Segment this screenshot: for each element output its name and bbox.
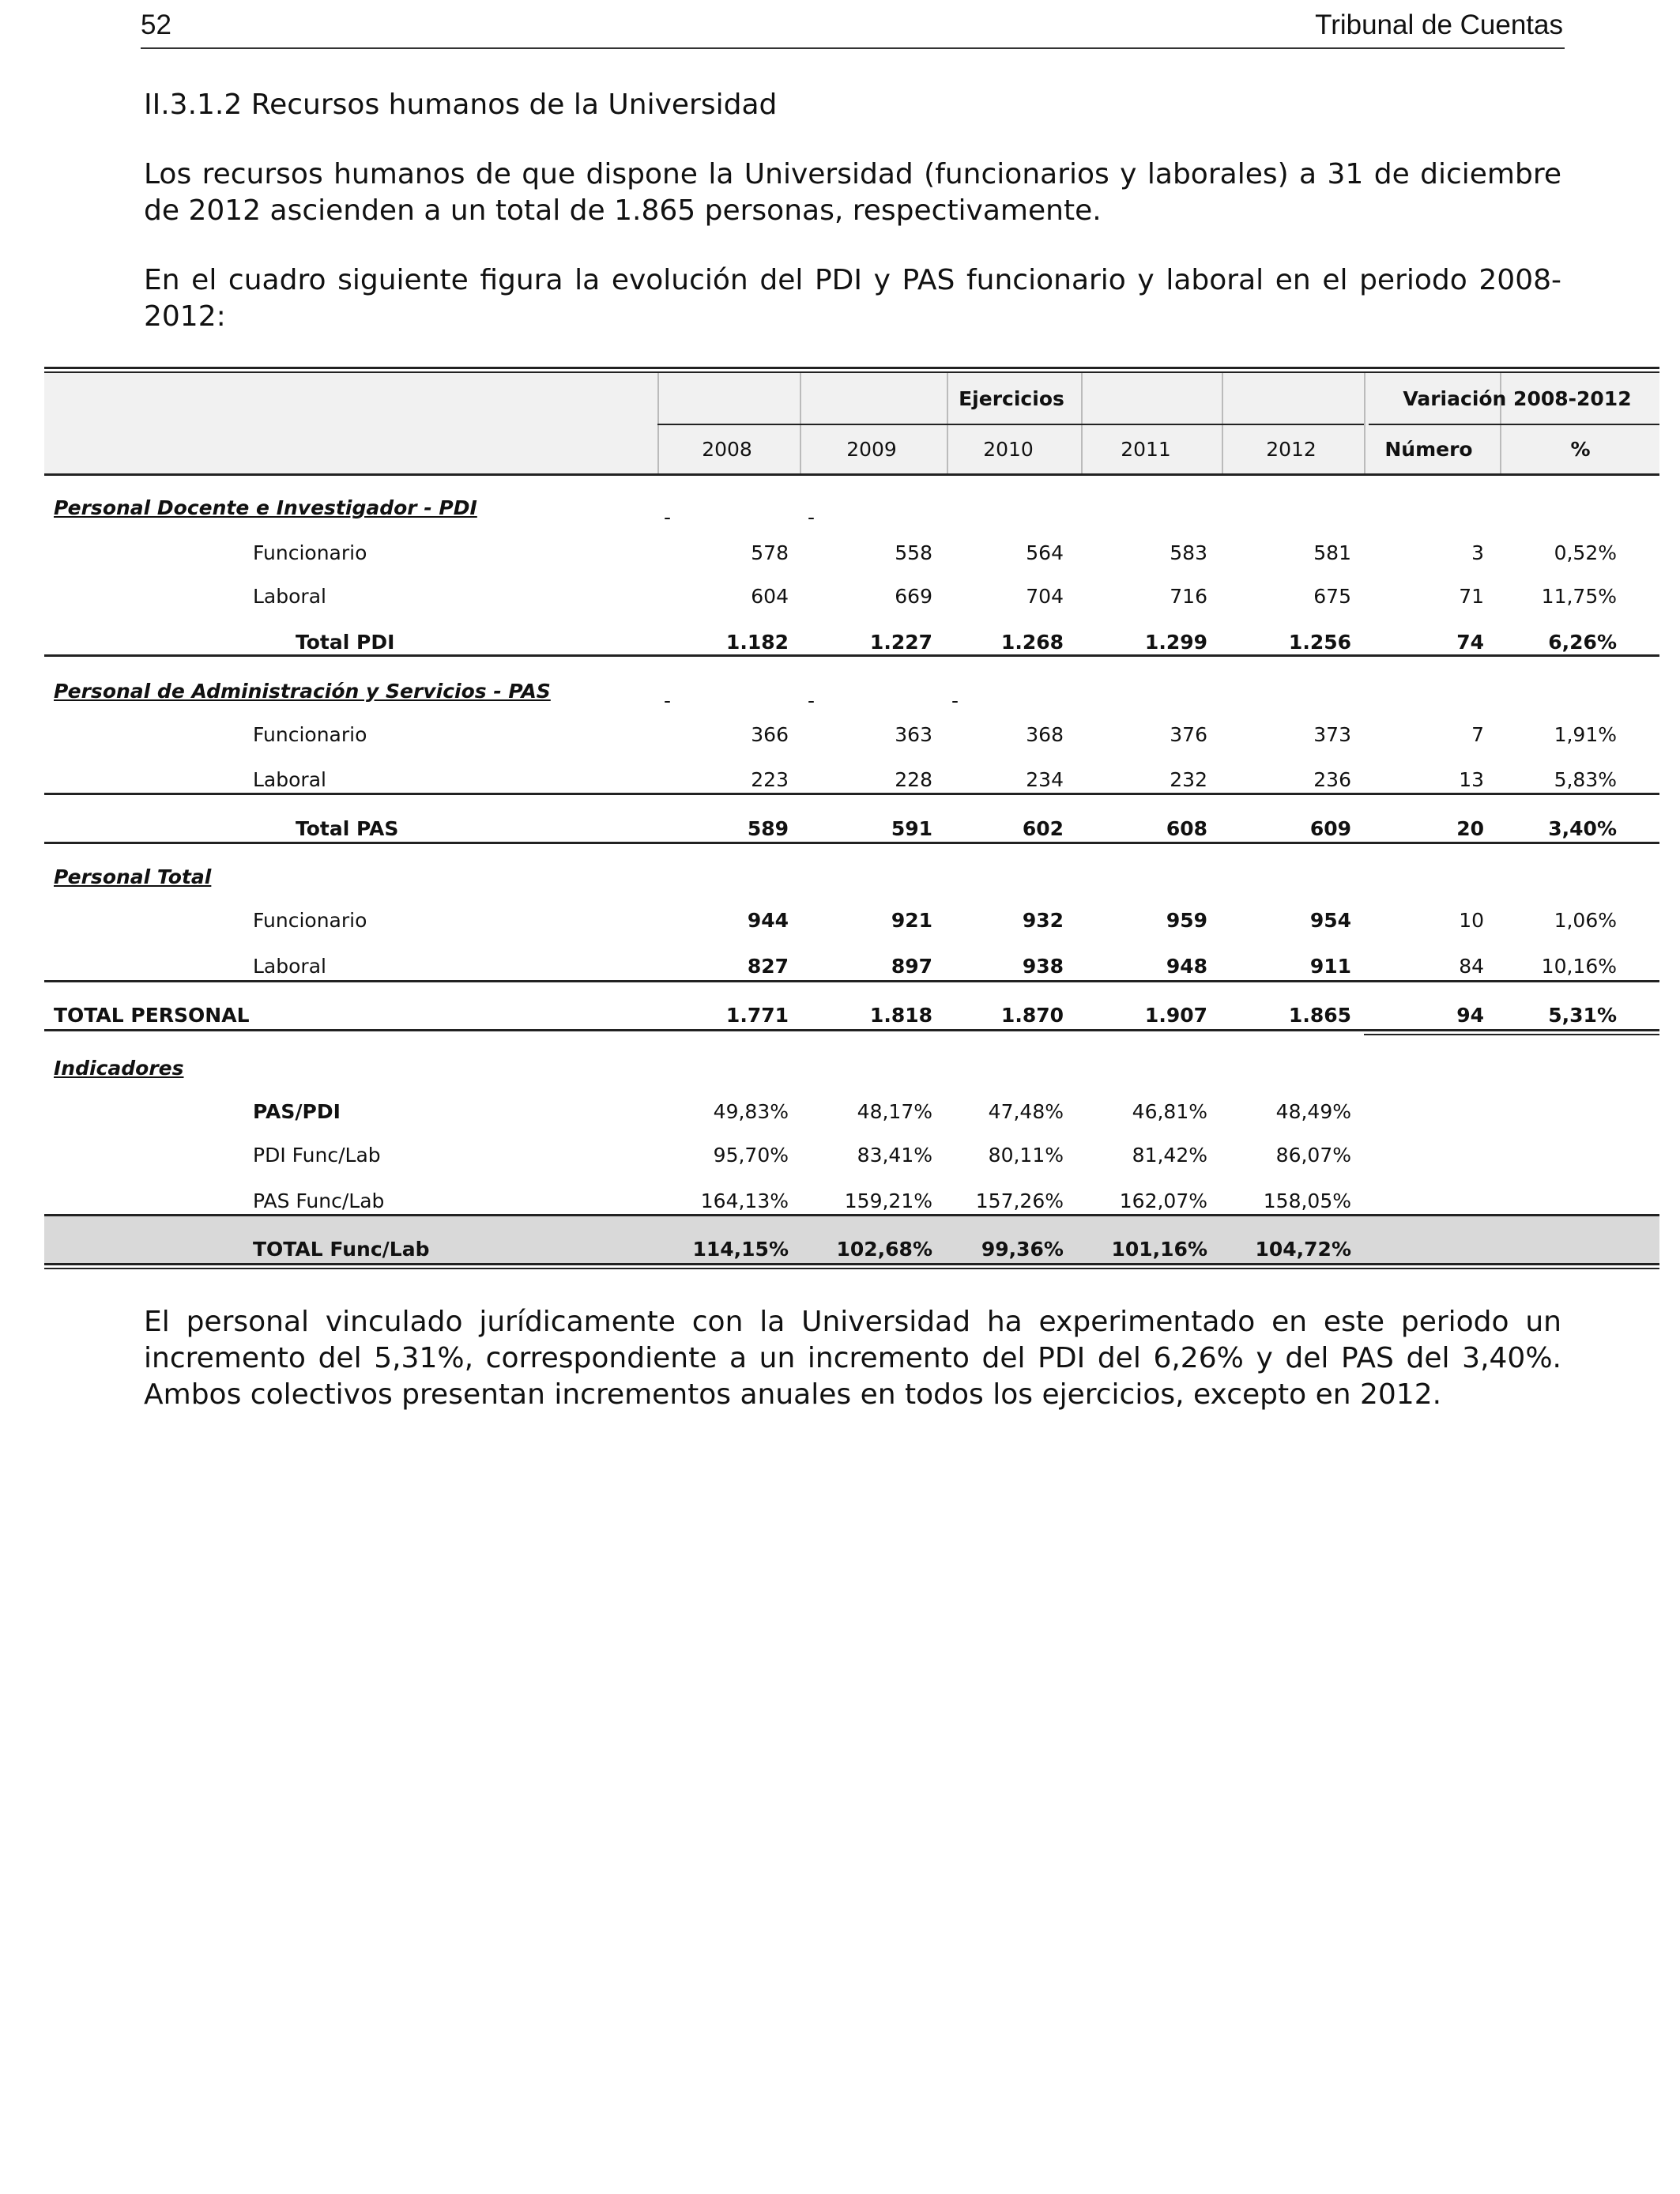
variacion-pct: 10,16% xyxy=(1541,955,1617,978)
row-label: Total PDI xyxy=(296,631,395,654)
pct-header: % xyxy=(1570,438,1591,461)
dash-marker: - xyxy=(664,689,672,712)
year-header-2012: 2012 xyxy=(1266,438,1317,461)
cell-value: 932 xyxy=(1022,909,1064,932)
header-bottom-rule xyxy=(44,473,1659,476)
section-pdi: Personal Docente e Investigador - PDI xyxy=(54,496,477,519)
variacion-numero: 20 xyxy=(1456,817,1484,840)
cell-value: 591 xyxy=(891,817,932,840)
cell-value: 236 xyxy=(1313,768,1351,791)
cell-value: 1.870 xyxy=(1000,1004,1064,1027)
cell-value: 948 xyxy=(1166,955,1207,978)
variacion-numero: 10 xyxy=(1459,909,1484,932)
cell-value: 47,48% xyxy=(988,1100,1064,1123)
row-label: Laboral xyxy=(253,768,326,791)
cell-value: 164,13% xyxy=(700,1189,789,1212)
variacion-pct: 5,83% xyxy=(1554,768,1617,791)
row-label: Laboral xyxy=(253,955,326,978)
year-header-2009: 2009 xyxy=(846,438,897,461)
cell-value: 99,36% xyxy=(981,1238,1064,1261)
variacion-pct: 0,52% xyxy=(1554,541,1617,564)
variacion-numero: 71 xyxy=(1459,585,1484,608)
cell-value: 589 xyxy=(747,817,789,840)
pas-laboral-rule xyxy=(44,793,1659,795)
cell-value: 716 xyxy=(1170,585,1207,608)
variacion-underline xyxy=(1369,424,1659,425)
cell-value: 159,21% xyxy=(844,1189,932,1212)
row-label: PAS/PDI xyxy=(253,1100,341,1123)
cell-value: 48,49% xyxy=(1275,1100,1351,1123)
variacion-numero: 7 xyxy=(1471,723,1484,746)
row-label: PDI Func/Lab xyxy=(253,1144,381,1167)
ejercicios-header: Ejercicios xyxy=(959,387,1064,410)
row-label: TOTAL PERSONAL xyxy=(54,1004,250,1027)
total-personal-rule xyxy=(1364,1034,1659,1035)
cell-value: 1.818 xyxy=(869,1004,932,1027)
cell-value: 911 xyxy=(1309,955,1351,978)
intro-paragraph: Los recursos humanos de que dispone la Universidad (funcionarios y laborales) a 31 de diciembre de 2012 ascienden a un total de 1.865 personas, respectivamente. xyxy=(144,158,1561,227)
year-header-2010: 2010 xyxy=(983,438,1034,461)
cell-value: 114,15% xyxy=(692,1238,789,1261)
variacion-pct: 5,31% xyxy=(1548,1004,1617,1027)
dash-marker: - xyxy=(808,506,816,529)
cell-value: 954 xyxy=(1309,909,1351,932)
organization-name: Tribunal de Cuentas xyxy=(1315,9,1563,40)
cell-value: 363 xyxy=(895,723,932,746)
variacion-numero: 84 xyxy=(1459,955,1484,978)
variacion-numero: 13 xyxy=(1459,768,1484,791)
cell-value: 675 xyxy=(1313,585,1351,608)
cell-value: 897 xyxy=(891,955,932,978)
indicators-rule xyxy=(44,1214,1659,1216)
variacion-pct: 6,26% xyxy=(1548,631,1617,654)
cell-value: 95,70% xyxy=(713,1144,789,1167)
cell-value: 959 xyxy=(1166,909,1207,932)
column-divider xyxy=(657,371,659,474)
table-top-rule xyxy=(44,371,1659,373)
row-label: Total PAS xyxy=(296,817,399,840)
variacion-numero: 74 xyxy=(1456,631,1484,654)
cell-value: 1.182 xyxy=(725,631,789,654)
total-pas-rule xyxy=(44,842,1659,844)
row-label: TOTAL Func/Lab xyxy=(253,1238,430,1261)
variacion-header: Variación 2008-2012 xyxy=(1403,387,1632,410)
year-header-2008: 2008 xyxy=(702,438,752,461)
cell-value: 48,17% xyxy=(857,1100,932,1123)
ejercicios-underline xyxy=(657,424,1364,425)
cell-value: 49,83% xyxy=(713,1100,789,1123)
cell-value: 581 xyxy=(1313,541,1351,564)
cell-value: 1.268 xyxy=(1000,631,1064,654)
cell-value: 1.907 xyxy=(1144,1004,1207,1027)
cell-value: 102,68% xyxy=(836,1238,932,1261)
cell-value: 158,05% xyxy=(1263,1189,1351,1212)
cell-value: 827 xyxy=(747,955,789,978)
cell-value: 373 xyxy=(1313,723,1351,746)
variacion-numero: 94 xyxy=(1456,1004,1484,1027)
cell-value: 46,81% xyxy=(1132,1100,1207,1123)
cell-value: 558 xyxy=(895,541,932,564)
cell-value: 1.299 xyxy=(1144,631,1207,654)
year-header-2011: 2011 xyxy=(1121,438,1171,461)
variacion-pct: 1,06% xyxy=(1554,909,1617,932)
column-divider xyxy=(800,371,801,474)
cell-value: 602 xyxy=(1022,817,1064,840)
total-pdi-rule xyxy=(44,654,1659,657)
cell-value: 104,72% xyxy=(1255,1238,1351,1261)
cell-value: 86,07% xyxy=(1275,1144,1351,1167)
cell-value: 578 xyxy=(751,541,789,564)
variacion-numero: 3 xyxy=(1471,541,1484,564)
cell-value: 704 xyxy=(1026,585,1064,608)
variacion-pct: 1,91% xyxy=(1554,723,1617,746)
cell-value: 609 xyxy=(1309,817,1351,840)
section-heading: II.3.1.2 Recursos humanos de la Universidad xyxy=(144,89,778,121)
conclusion-paragraph: El personal vinculado jurídicamente con la Universidad ha experimentado en este periodo un incremento del 5,31%, correspondiente a un incremento del PDI del 6,26% y del PAS del 3,40%. Ambos colectivos presentan incrementos anuales en todos los ejercicios, excepto en 2012. xyxy=(144,1306,1561,1411)
variacion-pct: 3,40% xyxy=(1548,817,1617,840)
cell-value: 83,41% xyxy=(857,1144,932,1167)
row-label: Funcionario xyxy=(253,909,367,932)
dash-marker: - xyxy=(664,506,672,529)
dash-marker: - xyxy=(951,689,959,712)
row-label: Laboral xyxy=(253,585,326,608)
section-total: Personal Total xyxy=(54,865,212,888)
cell-value: 921 xyxy=(891,909,932,932)
cell-value: 583 xyxy=(1170,541,1207,564)
dash-marker: - xyxy=(808,689,816,712)
cell-value: 366 xyxy=(751,723,789,746)
cell-value: 376 xyxy=(1170,723,1207,746)
cell-value: 223 xyxy=(751,768,789,791)
cell-value: 938 xyxy=(1022,955,1064,978)
numero-header: Número xyxy=(1384,438,1473,461)
row-label: PAS Func/Lab xyxy=(253,1189,385,1212)
column-divider xyxy=(1222,371,1223,474)
cell-value: 368 xyxy=(1026,723,1064,746)
cell-value: 1.256 xyxy=(1288,631,1351,654)
cell-value: 157,26% xyxy=(975,1189,1064,1212)
variacion-pct: 11,75% xyxy=(1541,585,1617,608)
cell-value: 228 xyxy=(895,768,932,791)
cell-value: 1.771 xyxy=(725,1004,789,1027)
table-intro-paragraph: En el cuadro siguiente figura la evolución del PDI y PAS funcionario y laboral en el periodo 2008-2012: xyxy=(144,264,1561,333)
table-bottom-rule xyxy=(44,1268,1659,1269)
cell-value: 1.865 xyxy=(1288,1004,1351,1027)
cell-value: 101,16% xyxy=(1111,1238,1207,1261)
total-laboral-rule xyxy=(44,980,1659,982)
cell-value: 162,07% xyxy=(1119,1189,1207,1212)
cell-value: 234 xyxy=(1026,768,1064,791)
cell-value: 564 xyxy=(1026,541,1064,564)
cell-value: 232 xyxy=(1170,768,1207,791)
cell-value: 1.227 xyxy=(869,631,932,654)
cell-value: 604 xyxy=(751,585,789,608)
cell-value: 608 xyxy=(1166,817,1207,840)
section-indicadores: Indicadores xyxy=(54,1057,184,1080)
cell-value: 81,42% xyxy=(1132,1144,1207,1167)
row-label: Funcionario xyxy=(253,541,367,564)
table-top-rule xyxy=(44,367,1659,369)
row-label: Funcionario xyxy=(253,723,367,746)
section-pas: Personal de Administración y Servicios - PAS xyxy=(54,680,551,703)
cell-value: 80,11% xyxy=(988,1144,1064,1167)
table-bottom-rule xyxy=(44,1263,1659,1265)
page-number: 52 xyxy=(141,9,171,40)
cell-value: 669 xyxy=(895,585,932,608)
cell-value: 944 xyxy=(747,909,789,932)
total-personal-rule xyxy=(44,1029,1659,1031)
